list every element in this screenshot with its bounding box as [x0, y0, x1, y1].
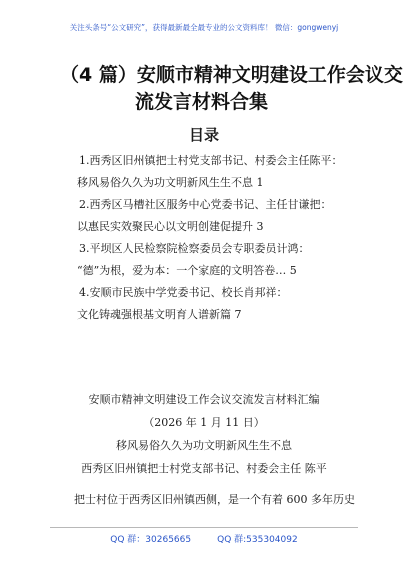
toc-entry-2-speaker[interactable]: 2.西秀区马槽社区服务中心党委书记、主任甘谦把：: [79, 198, 332, 211]
table-of-contents: [79, 150, 379, 326]
toc-entry-1-title[interactable]: 移风易俗久久为功文明新风生生不息 1: [77, 176, 264, 189]
collection-summary: [0, 388, 408, 480]
toc-entry-3-speaker[interactable]: 3.平坝区人民检察院检察委员会专职委员计鸿：: [79, 242, 310, 255]
footer-divider: [50, 527, 358, 528]
toc-entry-4-title[interactable]: 文化铸魂强根基文明育人谱新篇 7: [77, 308, 242, 321]
qq-group-2: QQ 群:535304092: [217, 535, 298, 545]
document-title-line-2: 流发言材料合集: [135, 91, 269, 113]
toc-entry-2-title[interactable]: 以惠民实效聚民心以文明创建促提升 3: [77, 220, 264, 233]
toc-entry-4-speaker[interactable]: 4.安顺市民族中学党委书记、校长肖邦祥：: [79, 286, 288, 299]
document-title: [60, 62, 403, 116]
toc-entry-3-title[interactable]: “德”为根，爱为本：一个家庭的文明答卷… 5: [77, 264, 297, 277]
body-paragraph: 把士村位于西秀区旧州镇西侧，是一个有着 600 多年历史: [74, 493, 355, 506]
header-promo-note: 关注头条号“公文研究”，获得最新最全最专业的公文资料库！ 微信：gongwenyj: [69, 23, 339, 32]
speaker-line: 西秀区旧州镇把士村党支部书记、村委会主任 陈平: [81, 462, 327, 475]
qq-group-1: QQ 群：30265665: [110, 535, 192, 545]
toc-heading: 目录: [188, 126, 219, 144]
toc-entry-1-speaker[interactable]: 1.西秀区旧州镇把士村党支部书记、村委会主任陈平：: [79, 154, 343, 167]
collection-date: （2026 年 1 月 11 日）: [143, 416, 265, 429]
speech-title: 移风易俗久久为功文明新风生生不息: [116, 439, 292, 452]
collection-title: 安顺市精神文明建设工作会议交流发言材料汇编: [88, 393, 320, 406]
document-title-line-1: （4 篇）安顺市精神文明建设工作会议交: [60, 64, 403, 86]
page-footer: [0, 532, 408, 545]
